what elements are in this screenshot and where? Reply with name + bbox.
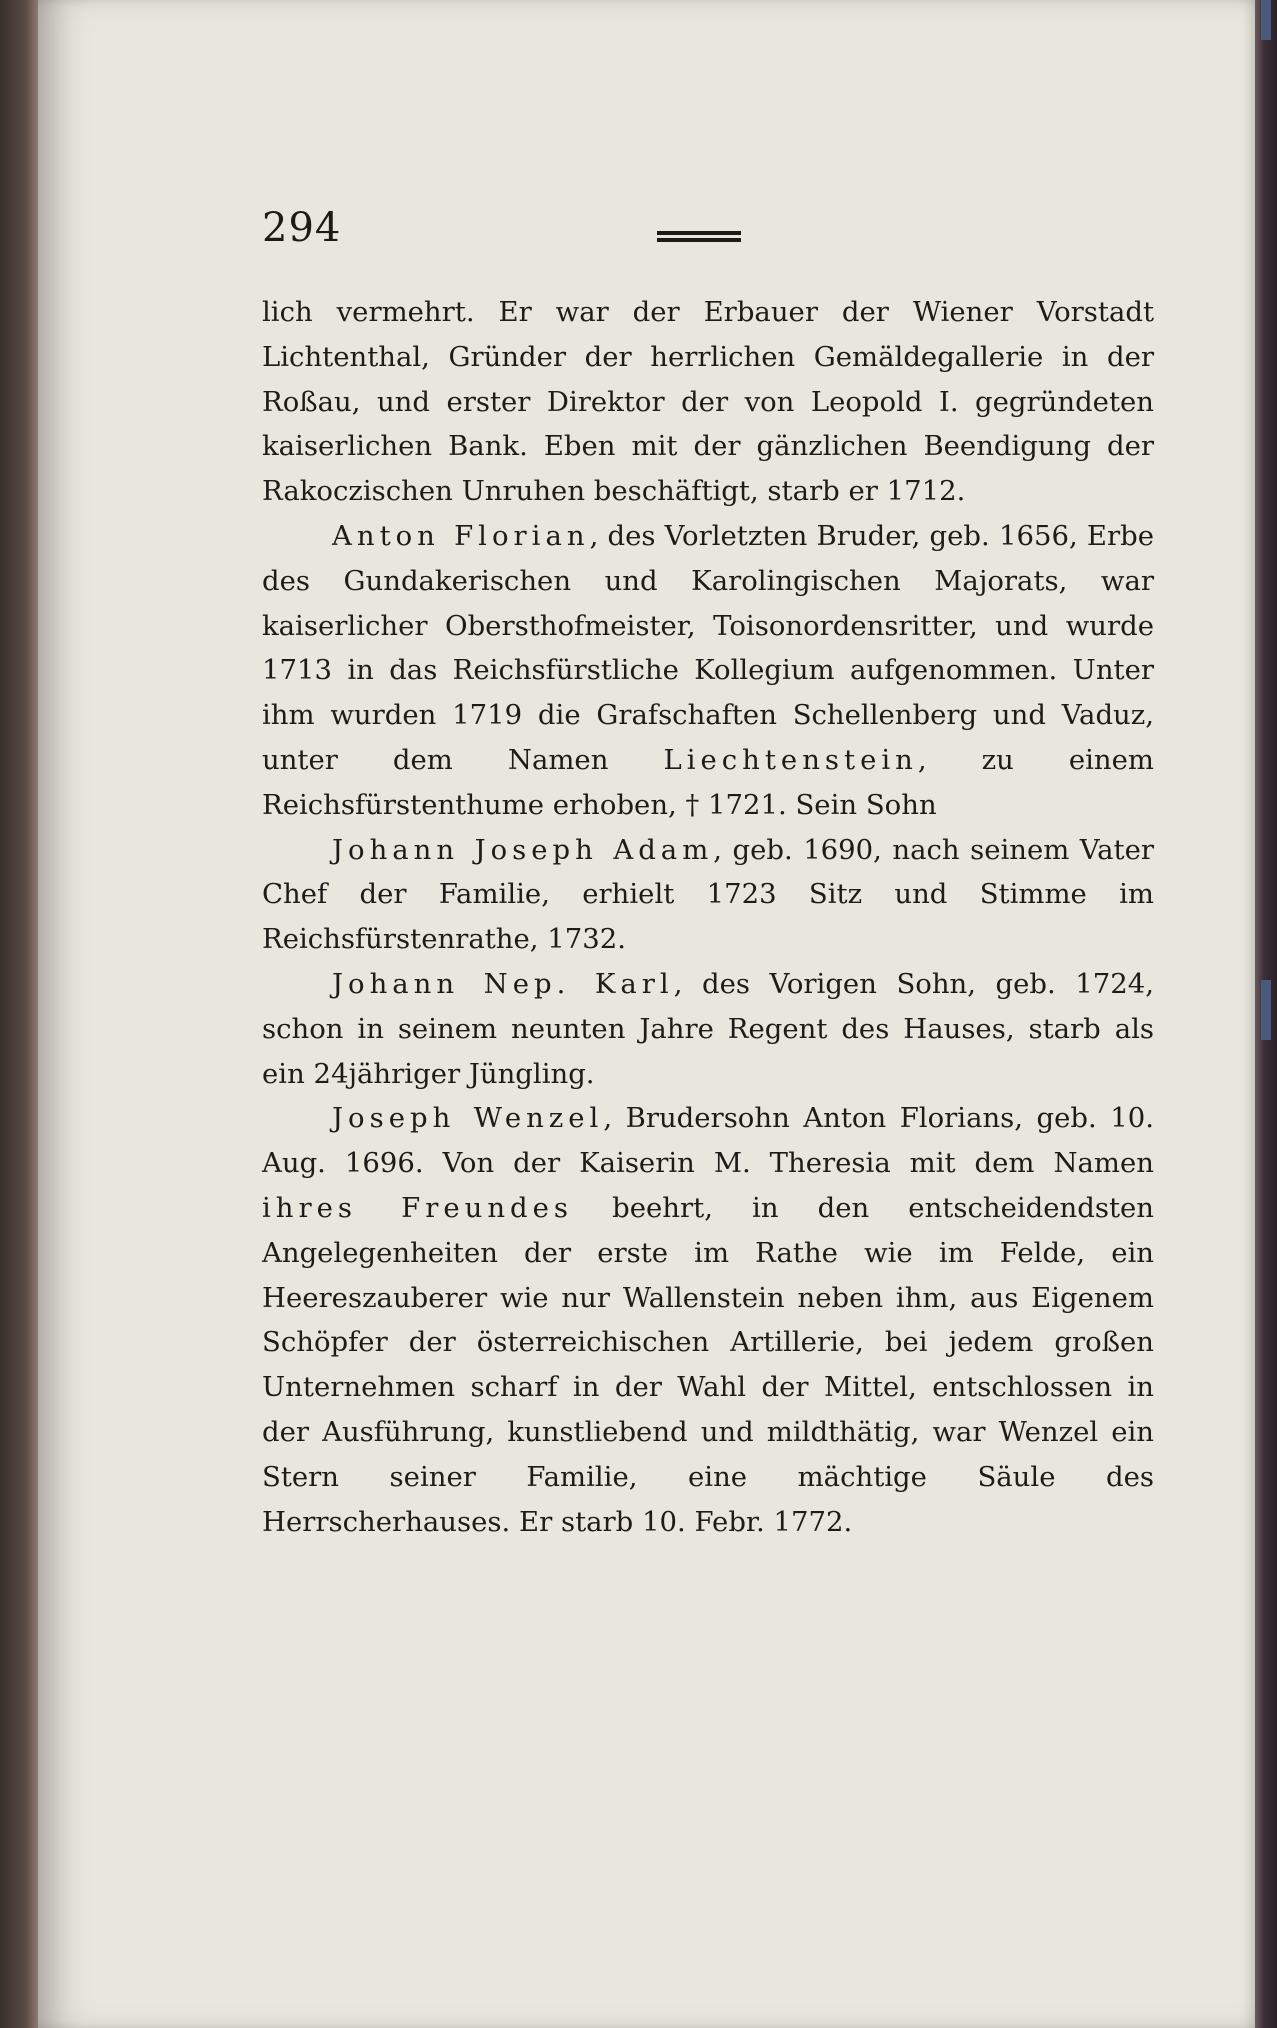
paragraph — [262, 290, 1154, 514]
page-header — [262, 205, 1152, 265]
body-text — [262, 290, 1154, 1544]
rule-line — [657, 231, 741, 235]
person-name: Anton Florian — [332, 519, 590, 552]
paragraph-text: , Brudersohn Anton Florians, geb. 10. Aug. 1696. Von der Kaiserin M. Theresia mit dem Namen — [262, 1102, 1154, 1180]
person-name: Johann Joseph Adam — [332, 833, 714, 866]
book-cover-edge — [1255, 0, 1277, 2028]
emphasized-phrase: ihres Freundes — [262, 1191, 574, 1224]
rule-line — [657, 238, 741, 242]
cover-stripe — [1261, 980, 1271, 1040]
paragraph-text: lich vermehrt. Er war der Erbauer der Wiener Vorstadt Lichtenthal, Gründer der herrlichen Gemäldegallerie in der Roßau, und erster Direktor der von Leopold I. gegründeten kaiserlichen Bank. Eben mit der gänzlichen Beendigung der Rakoczischen Unruhen beschäftigt, starb er 1712. — [262, 296, 1154, 508]
page-number: 294 — [262, 205, 342, 251]
paragraph-text: beehrt, in den entscheidendsten Angelegenheiten der erste im Rathe wie im Felde, ein Heereszauberer wie nur Wallenstein neben ihm, aus Eigenem Schöpfer der österreichischen Artillerie, bei jedem großen Unternehmen scharf in der Wahl der Mittel, entschlossen in der Ausführung, kunstliebend und mildthätig, war Wenzel ein Stern seiner Familie, eine mächtige Säule des Herrscherhauses. Er starb 10. Febr. 1772. — [262, 1191, 1154, 1538]
paragraph — [262, 1096, 1154, 1544]
header-rule — [657, 231, 741, 243]
cover-stripe — [1261, 0, 1271, 40]
paragraph — [262, 514, 1154, 828]
paragraph-text: , geb. 1690, nach seinem Vater Chef der Familie, erhielt 1723 Sitz und Stimme im Reichsfürstenrathe, 1732. — [262, 833, 1154, 956]
paragraph-text: , des Vorletzten Bruder, geb. 1656, Erbe des Gundakerischen und Karolingischen Majorats, war kaiserlicher Obersthofmeister, Toisonordensritter, und wurde 1713 in das Reichsfürstliche Kollegium aufgenommen. Unter ihm wurden 1719 die Grafschaften Schellenberg und Vaduz, unter dem Namen — [262, 519, 1154, 776]
emphasized-name: Liechtenstein — [663, 743, 918, 776]
person-name: Johann Nep. Karl — [332, 967, 674, 1000]
paragraph — [262, 828, 1154, 962]
paragraph-text: , des Vorigen Sohn, geb. 1724, schon in seinem neunten Jahre Regent des Hauses, starb als ein 24jähriger Jüngling. — [262, 967, 1154, 1090]
person-name: Joseph Wenzel — [332, 1102, 604, 1135]
paragraph-text: , zu einem Reichsfürstenthume erhoben, † 1721. Sein Sohn — [262, 743, 1154, 821]
paragraph — [262, 962, 1154, 1096]
